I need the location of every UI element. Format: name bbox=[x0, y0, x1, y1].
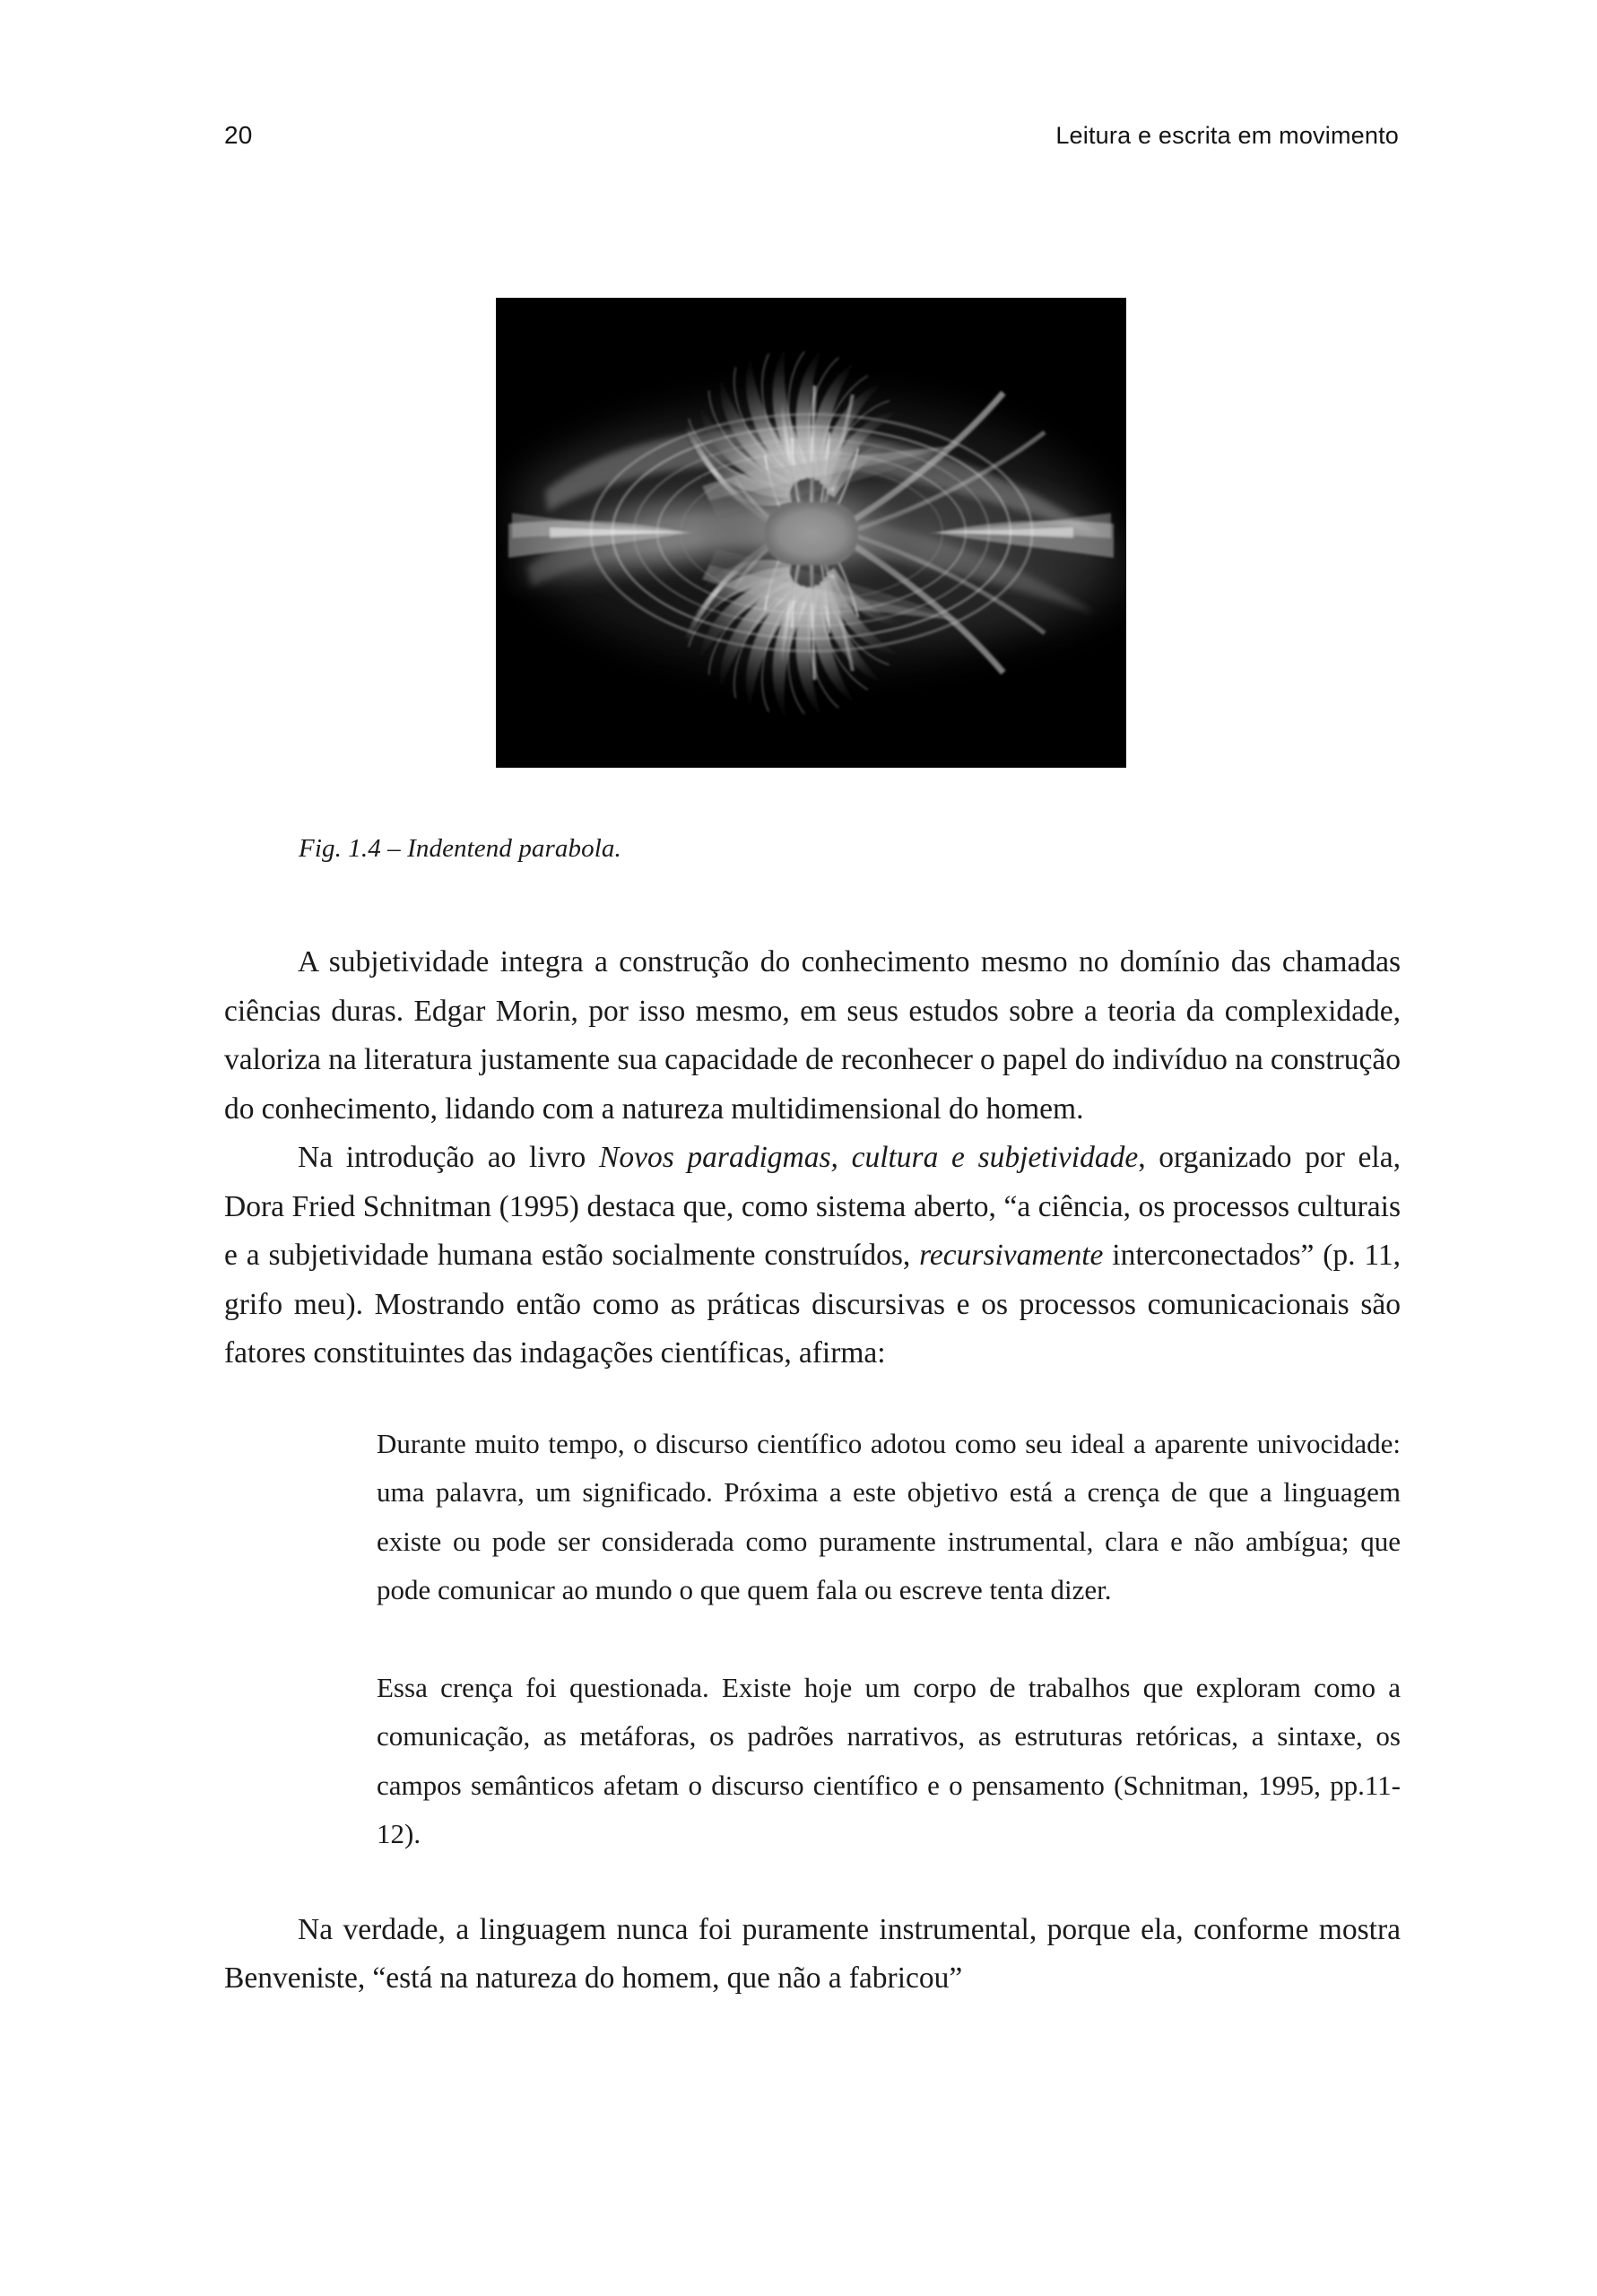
figure-caption: Fig. 1.4 – Indentend parabola. bbox=[299, 834, 621, 863]
quote-top-spacer bbox=[224, 1378, 1401, 1420]
paragraph-1: A subjetividade integra a construção do conhecimento mesmo no domínio das chamadas ciências duras. Edgar Morin, por isso mesmo, em seus estudos sobre a teoria da complexidade, valoriza na literatura justamente sua capacidade de reconhecer o papel do indivíduo na construção do conhecimento, lidando com a natureza multidimensional do homem. bbox=[224, 945, 1401, 1126]
page-number: 20 bbox=[224, 121, 253, 149]
paragraph-3: Na verdade, a linguagem nunca foi puramente instrumental, porque ela, conforme mostra Benveniste, “está na natureza do homem, que não a fabricou” bbox=[224, 1912, 1401, 1995]
quote-gap-spacer bbox=[377, 1615, 1401, 1664]
paragraph-2-run-2: , organizado por ela, Dora Fried Schnitman (1995) destaca que, como sistema aberto, “a ciência, os processos culturais e a subjetividade humana estão socialmente construídos, bbox=[224, 1141, 1401, 1272]
paragraph-2-run-3: interconectados” (p. 11, grifo meu). Mostrando então como as práticas discursivas e os processos comunicacionais são fatores constituintes das indagações científicas, afirma: bbox=[224, 1239, 1401, 1370]
blockquote bbox=[377, 1420, 1401, 1859]
running-title: Leitura e escrita em movimento bbox=[1055, 122, 1399, 149]
book-title-italic: Novos paradigmas, cultura e subjetividade bbox=[598, 1141, 1139, 1174]
quote-paragraph-2: Essa crença foi questionada. Existe hoje um corpo de trabalhos que exploram como a comunicação, as metáforas, os padrões narrativos, as estruturas retóricas, a sintaxe, os campos semânticos afetam o discurso científico e o pensamento (Schnitman, 1995, pp.11-12). bbox=[377, 1671, 1401, 1849]
emphasis-recursivamente: recursivamente bbox=[919, 1239, 1104, 1272]
fractal-flame-image bbox=[496, 298, 1126, 768]
quote-paragraph-1: Durante muito tempo, o discurso científico adotou como seu ideal a aparente univocidade: uma palavra, um significado. Próxima a este objetivo está a crença de que a linguagem existe ou pode ser considerada como puramente instrumental, clara e não ambígua; que pode comunicar ao mundo o que quem fala ou escreve tenta dizer. bbox=[377, 1427, 1401, 1605]
quote-bottom-spacer bbox=[224, 1859, 1401, 1906]
body-text-column bbox=[224, 938, 1401, 2004]
paragraph-2 bbox=[224, 1134, 1401, 1378]
figure-container bbox=[496, 298, 1126, 768]
running-head bbox=[224, 121, 1399, 161]
paragraph-2-run-1: Na introdução ao livro bbox=[298, 1141, 599, 1174]
